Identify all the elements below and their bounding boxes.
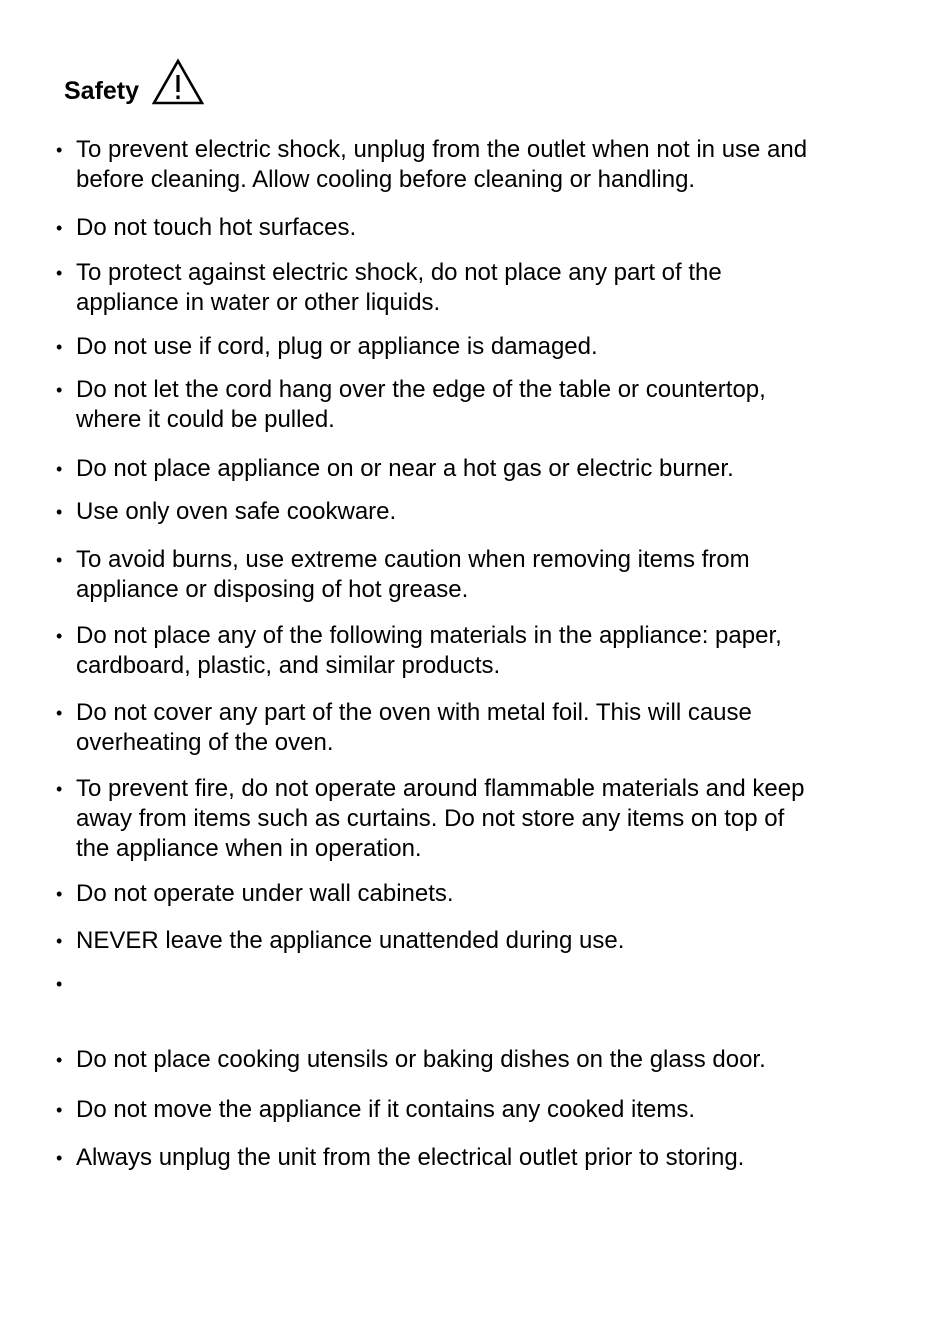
bullet-marker: • bbox=[56, 337, 63, 357]
list-item-line: Do not place cooking utensils or baking dishes on the glass door. bbox=[76, 1046, 766, 1073]
list-item-line: Use only oven safe cookware. bbox=[76, 498, 397, 525]
list-item-line: before cleaning. Allow cooling before cleaning or handling. bbox=[76, 166, 696, 193]
heading-title: Safety bbox=[64, 77, 140, 105]
list-item bbox=[56, 1142, 916, 1174]
bullet-marker: • bbox=[56, 1050, 63, 1070]
bullet-marker: • bbox=[56, 931, 63, 951]
bullet-marker: • bbox=[56, 1148, 63, 1168]
list-item-line: Do not place appliance on or near a hot gas or electric burner. bbox=[76, 455, 734, 482]
list-item-line: To avoid burns, use extreme caution when removing items from bbox=[76, 546, 750, 573]
list-item-line: Do not place any of the following materials in the appliance: paper, bbox=[76, 622, 782, 649]
list-item-line: Do not cover any part of the oven with metal foil. This will cause bbox=[76, 699, 752, 726]
list-item bbox=[56, 1044, 916, 1076]
list-item-line: appliance or disposing of hot grease. bbox=[76, 576, 469, 603]
list-item-line: cardboard, plastic, and similar products. bbox=[76, 652, 501, 679]
list-item bbox=[56, 374, 916, 436]
bullet-marker: • bbox=[56, 218, 63, 238]
list-item-line: Do not use if cord, plug or appliance is damaged. bbox=[76, 333, 598, 360]
list-item-text bbox=[76, 773, 916, 865]
list-item-text bbox=[76, 1094, 916, 1126]
bullet-marker: • bbox=[56, 974, 63, 994]
list-item-text bbox=[76, 134, 916, 196]
list-item-text bbox=[76, 1142, 916, 1174]
bullet-marker: • bbox=[56, 459, 63, 479]
warning-triangle-icon bbox=[151, 58, 205, 106]
list-item bbox=[56, 697, 916, 759]
list-item-text bbox=[76, 331, 916, 363]
list-item bbox=[56, 773, 916, 865]
list-item-text bbox=[76, 697, 916, 759]
list-item bbox=[56, 925, 916, 957]
bullet-marker: • bbox=[56, 380, 63, 400]
list-item-text bbox=[76, 878, 916, 910]
list-item-text bbox=[76, 374, 916, 436]
list-item bbox=[56, 453, 916, 485]
list-item-line: overheating of the oven. bbox=[76, 729, 334, 756]
list-item-line: away from items such as curtains. Do not store any items on top of bbox=[76, 805, 785, 832]
safety-heading bbox=[64, 58, 205, 106]
list-item-text bbox=[76, 925, 916, 957]
list-item bbox=[56, 257, 916, 319]
list-item-line: the appliance when in operation. bbox=[76, 835, 422, 862]
list-item bbox=[56, 496, 916, 528]
bullet-marker: • bbox=[56, 550, 63, 570]
list-item-line: NEVER leave the appliance unattended during use. bbox=[76, 927, 625, 954]
list-item bbox=[56, 212, 916, 244]
list-item bbox=[56, 620, 916, 682]
list-item bbox=[56, 331, 916, 363]
list-item-text bbox=[76, 544, 916, 606]
bullet-marker: • bbox=[56, 1100, 63, 1120]
bullet-marker: • bbox=[56, 884, 63, 904]
list-item-text bbox=[76, 1044, 916, 1076]
bullet-marker: • bbox=[56, 140, 63, 160]
bullet-marker: • bbox=[56, 779, 63, 799]
list-item-line: To prevent electric shock, unplug from the outlet when not in use and bbox=[76, 136, 808, 163]
list-item-text bbox=[76, 620, 916, 682]
bullet-marker: • bbox=[56, 626, 63, 646]
list-item bbox=[56, 1094, 916, 1126]
list-item-line: To prevent fire, do not operate around flammable materials and keep bbox=[76, 775, 805, 802]
list-item-line: Do not operate under wall cabinets. bbox=[76, 880, 454, 907]
list-item bbox=[56, 544, 916, 606]
list-item-text bbox=[76, 257, 916, 319]
list-item bbox=[56, 878, 916, 910]
list-item-line: Do not touch hot surfaces. bbox=[76, 214, 357, 241]
bullet-marker: • bbox=[56, 703, 63, 723]
bullet-marker: • bbox=[56, 263, 63, 283]
list-item-line: Always unplug the unit from the electrical outlet prior to storing. bbox=[76, 1144, 745, 1171]
list-item bbox=[56, 134, 916, 196]
list-item-text bbox=[76, 496, 916, 528]
list-item-line: Do not let the cord hang over the edge of the table or countertop, bbox=[76, 376, 766, 403]
list-item-line: appliance in water or other liquids. bbox=[76, 289, 441, 316]
list-item-line: Do not move the appliance if it contains any cooked items. bbox=[76, 1096, 696, 1123]
list-item-text bbox=[76, 453, 916, 485]
list-item-text bbox=[76, 212, 916, 244]
list-item-line: where it could be pulled. bbox=[76, 406, 335, 433]
bullet-marker: • bbox=[56, 502, 63, 522]
list-item-line: To protect against electric shock, do not place any part of the bbox=[76, 259, 722, 286]
